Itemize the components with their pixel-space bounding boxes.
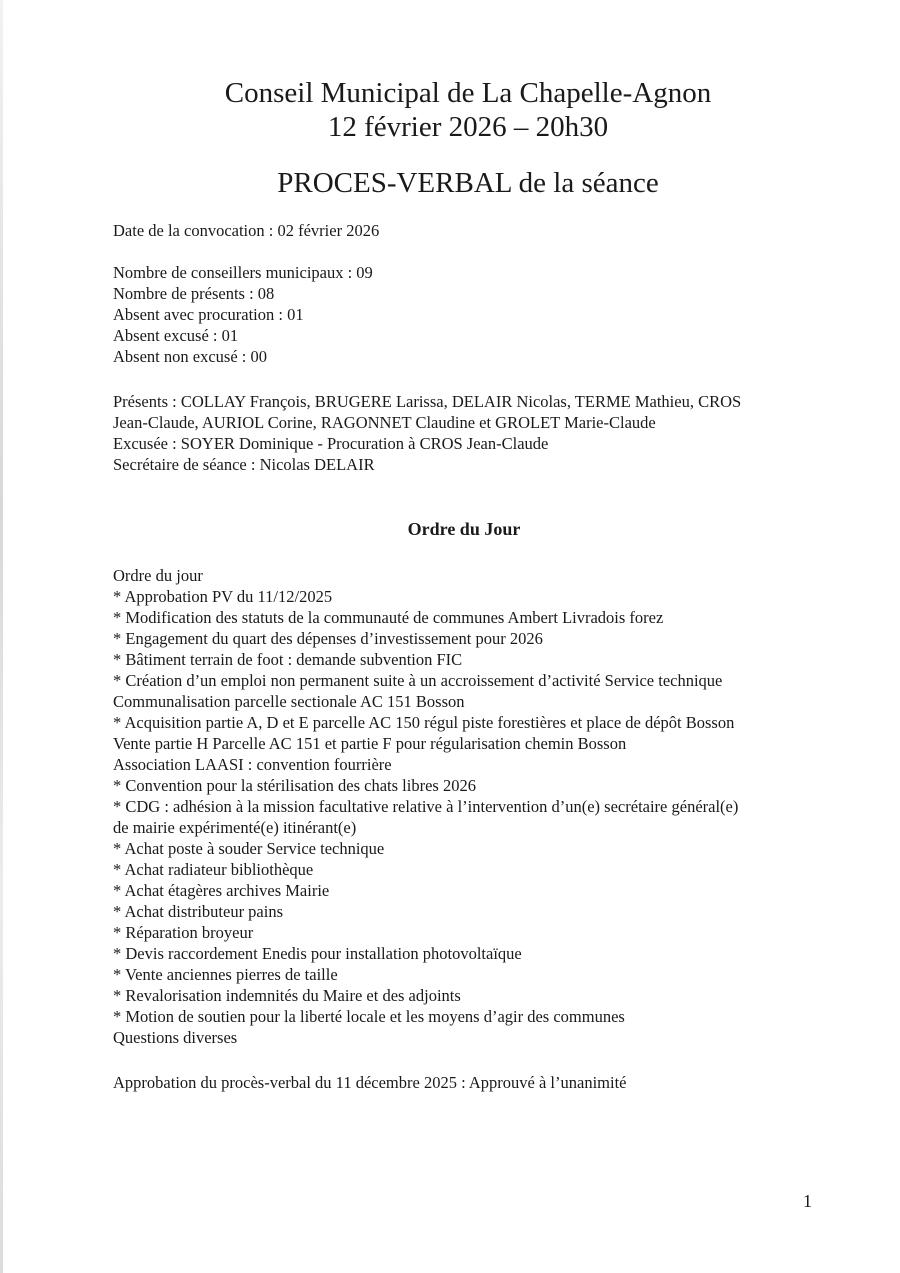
attendance-counts — [113, 262, 373, 367]
agenda-item: Association LAASI : convention fourrière — [113, 755, 392, 774]
attendance-line: Excusée : SOYER Dominique - Procuration à CROS Jean-Claude — [113, 434, 549, 453]
agenda-item: * Création d’un emploi non permanent suite à un accroissement d’activité Service technique — [113, 671, 723, 690]
agenda-item: * Réparation broyeur — [113, 923, 254, 942]
agenda-item: * Revalorisation indemnités du Maire et des adjoints — [113, 986, 461, 1005]
agenda-item: * Convention pour la stérilisation des chats libres 2026 — [113, 776, 476, 795]
agenda-list — [113, 565, 738, 1048]
count-line: Nombre de présents : 08 — [113, 284, 275, 303]
count-line: Absent non excusé : 00 — [113, 347, 267, 366]
convocation-date: Date de la convocation : 02 février 2026 — [113, 221, 380, 240]
agenda-item: * Devis raccordement Enedis pour installation photovoltaïque — [113, 944, 522, 963]
agenda-item: * Vente anciennes pierres de taille — [113, 965, 338, 984]
agenda-item: * Achat poste à souder Service technique — [113, 839, 385, 858]
council-title: Conseil Municipal de La Chapelle-Agnon — [224, 77, 712, 109]
agenda-item: Questions diverses — [113, 1028, 238, 1047]
attendance-line: Présents : COLLAY François, BRUGERE Larissa, DELAIR Nicolas, TERME Mathieu, CROS — [113, 392, 742, 411]
attendance-line: Secrétaire de séance : Nicolas DELAIR — [113, 455, 375, 474]
count-line: Absent avec procuration : 01 — [113, 305, 304, 324]
agenda-item: * Motion de soutien pour la liberté locale et les moyens d’agir des communes — [113, 1007, 625, 1026]
agenda-item: * Achat radiateur bibliothèque — [113, 860, 314, 879]
agenda-item: * CDG : adhésion à la mission facultative relative à l’intervention d’un(e) secrétaire général(e) — [113, 797, 739, 816]
count-line: Absent excusé : 01 — [113, 326, 239, 345]
agenda-item: * Bâtiment terrain de foot : demande subvention FIC — [113, 650, 463, 669]
agenda-item: Communalisation parcelle sectionale AC 151 Bosson — [113, 692, 465, 711]
attendance-list — [113, 391, 741, 475]
agenda-item: * Acquisition partie A, D et E parcelle AC 150 régul piste forestières et place de dépôt Bosson — [113, 713, 735, 732]
agenda-item: * Achat étagères archives Mairie — [113, 881, 330, 900]
agenda-item: * Modification des statuts de la communauté de communes Ambert Livradois forez — [113, 608, 664, 627]
agenda-item: * Approbation PV du 11/12/2025 — [113, 587, 333, 606]
agenda-item: Vente partie H Parcelle AC 151 et partie F pour régularisation chemin Bosson — [113, 734, 627, 753]
attendance-line: Jean-Claude, AURIOL Corine, RAGONNET Claudine et GROLET Marie-Claude — [113, 413, 656, 432]
count-line: Nombre de conseillers municipaux : 09 — [113, 263, 373, 282]
agenda-item: * Engagement du quart des dépenses d’investissement pour 2026 — [113, 629, 543, 648]
agenda-item: * Achat distributeur pains — [113, 902, 284, 921]
session-date-time: 12 février 2026 – 20h30 — [327, 111, 609, 143]
agenda-item: de mairie expérimenté(e) itinérant(e) — [113, 818, 357, 837]
document-title: PROCES-VERBAL de la séance — [277, 167, 659, 199]
page-number: 1 — [803, 1191, 812, 1211]
approval-statement: Approbation du procès-verbal du 11 décembre 2025 : Approuvé à l’unanimité — [113, 1073, 627, 1092]
agenda-item: Ordre du jour — [113, 566, 203, 585]
agenda-heading: Ordre du Jour — [407, 519, 521, 539]
